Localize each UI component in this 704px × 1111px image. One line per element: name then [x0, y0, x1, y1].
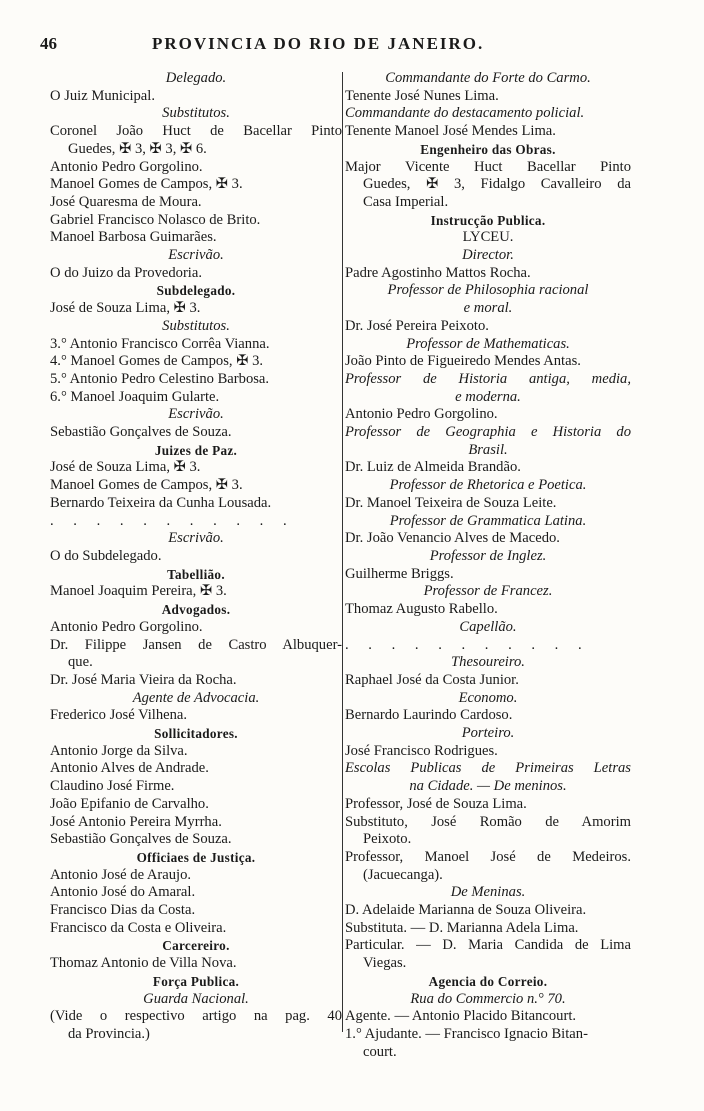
- text-line: José Francisco Rodrigues.: [345, 742, 498, 759]
- text-line: que.: [68, 654, 93, 671]
- text-line: Peixoto.: [363, 831, 412, 848]
- text-line: Professor de Mathematicas.: [406, 335, 570, 352]
- text-line: Rua do Commercio n.° 70.: [410, 990, 566, 1007]
- text-line: D. Adelaide Marianna de Souza Oliveira.: [345, 902, 587, 919]
- text-line: Thomaz Augusto Rabello.: [345, 601, 498, 618]
- text-line: Officiaes de Justiça.: [136, 849, 256, 865]
- text-line: 4.° Manoel Gomes de Campos, ✠ 3.: [50, 353, 264, 370]
- text-line: Bernardo Laurindo Cardoso.: [345, 707, 513, 724]
- text-line: Escrivão.: [168, 530, 224, 547]
- text-line: . . . . . . . . . . .: [50, 512, 295, 529]
- text-line: Carcereiro.: [162, 938, 230, 954]
- text-line: Dr. Filippe Jansen de Castro Albuquer-: [50, 636, 342, 653]
- text-line: Engenheiro das Obras.: [420, 141, 556, 157]
- text-line: Juizes de Paz.: [154, 442, 238, 458]
- text-line: Sebastião Gonçalves de Souza.: [50, 424, 232, 441]
- text-line: Antonio Pedro Gorgolino.: [50, 618, 203, 635]
- text-line: Guilherme Briggs.: [345, 565, 454, 582]
- text-line: Professor, José de Souza Lima.: [345, 795, 527, 812]
- text-line: Viegas.: [363, 955, 407, 972]
- text-line: Delegado.: [165, 70, 227, 86]
- text-line: Antonio Pedro Gorgolino.: [345, 406, 498, 423]
- text-line: Instrucção Publica.: [430, 212, 546, 228]
- text-line: da Provincia.): [68, 1025, 150, 1042]
- text-line: e moral.: [463, 300, 513, 317]
- text-line: Director.: [462, 247, 514, 264]
- text-line: Francisco Dias da Costa.: [50, 902, 196, 919]
- text-line: Professor, Manoel José de Medeiros.: [345, 848, 631, 865]
- column-divider: [342, 72, 343, 1032]
- text-line: Dr. José Maria Vieira da Rocha.: [50, 671, 237, 688]
- page-title: PROVINCIA DO RIO DE JANEIRO.: [152, 34, 485, 53]
- text-line: Manoel Gomes de Campos, ✠ 3.: [50, 176, 243, 193]
- text-line: Agente de Advocacia.: [132, 689, 260, 706]
- text-line: Professor de Historia antiga, media,: [345, 370, 631, 387]
- text-line: 5.° Antonio Pedro Celestino Barbosa.: [50, 370, 270, 387]
- text-line: Commandante do Forte do Carmo.: [385, 70, 591, 86]
- text-line: Dr. João Venancio Alves de Macedo.: [345, 530, 560, 547]
- text-line: O Juiz Municipal.: [50, 87, 155, 104]
- text-line: Gabriel Francisco Nolasco de Brito.: [50, 211, 261, 228]
- text-line: José de Souza Lima, ✠ 3.: [50, 459, 201, 476]
- text-line: Escrivão.: [168, 247, 224, 264]
- text-line: na Cidade. — De meninos.: [409, 778, 567, 795]
- text-line: Thesoureiro.: [451, 654, 525, 671]
- text-line: 3.° Antonio Francisco Corrêa Vianna.: [50, 335, 270, 352]
- text-line: Padre Agostinho Mattos Rocha.: [345, 264, 531, 281]
- text-line: O do Subdelegado.: [50, 547, 162, 564]
- text-line: 6.° Manoel Joaquim Gularte.: [50, 388, 220, 405]
- text-line: Economo.: [458, 689, 518, 706]
- text-line: Dr. Manoel Teixeira de Souza Leite.: [345, 494, 557, 511]
- text-line: José Antonio Pereira Myrrha.: [50, 813, 222, 830]
- text-line: e moderna.: [455, 388, 521, 405]
- text-line: (Jacuecanga).: [363, 866, 443, 883]
- text-line: Advogados.: [161, 602, 231, 618]
- text-line: (Vide o respectivo artigo na pag. 40: [50, 1008, 342, 1025]
- text-line: Força Publica.: [152, 973, 240, 989]
- text-line: De Meninas.: [450, 884, 526, 901]
- text-line: Agente. — Antonio Placido Bitancourt.: [345, 1008, 577, 1025]
- text-line: João Pinto de Figueiredo Mendes Antas.: [345, 353, 581, 370]
- text-line: Manoel Gomes de Campos, ✠ 3.: [50, 477, 243, 494]
- text-line: Agencia do Correio.: [428, 973, 548, 989]
- text-line: Professor de Rhetorica e Poetica.: [389, 477, 587, 494]
- left-column: [50, 70, 342, 1044]
- text-line: Claudino José Firme.: [50, 778, 175, 795]
- text-line: . . . . . . . . . . .: [345, 636, 590, 653]
- page-header: [40, 34, 540, 60]
- text-line: Guedes, ✠ 3, Fidalgo Cavalleiro da: [363, 176, 631, 193]
- text-line: Antonio Pedro Gorgolino.: [50, 158, 203, 175]
- text-line: Professor de Inglez.: [429, 547, 547, 564]
- text-line: Substituto, José Romão de Amorim: [345, 813, 631, 830]
- text-line: Escrivão.: [168, 406, 224, 423]
- text-line: Antonio José de Araujo.: [50, 866, 192, 883]
- text-line: Dr. Luiz de Almeida Brandão.: [345, 459, 521, 476]
- text-line: Guarda Nacional.: [143, 990, 249, 1007]
- text-line: LYCEU.: [462, 229, 514, 246]
- text-line: Porteiro.: [461, 725, 515, 742]
- text-line: Guedes, ✠ 3, ✠ 3, ✠ 6.: [68, 140, 207, 157]
- text-line: Tabellião.: [167, 566, 225, 582]
- text-line: court.: [363, 1043, 397, 1060]
- text-line: Major Vicente Huct Bacellar Pinto: [345, 158, 631, 175]
- text-line: Casa Imperial.: [363, 193, 449, 210]
- text-line: Manoel Joaquim Pereira, ✠ 3.: [50, 583, 227, 600]
- text-line: Dr. José Pereira Peixoto.: [345, 317, 489, 334]
- text-line: Professor de Geographia e Historia do: [345, 424, 631, 441]
- text-line: João Epifanio de Carvalho.: [50, 795, 209, 812]
- text-line: Tenente Manoel José Mendes Lima.: [345, 123, 556, 140]
- text-line: Brasil.: [468, 441, 508, 458]
- text-line: Substituta. — D. Marianna Adela Lima.: [345, 919, 579, 936]
- text-line: Professor de Philosophia racional: [387, 282, 589, 299]
- text-line: Capellão.: [459, 618, 517, 635]
- text-line: Frederico José Vilhena.: [50, 707, 188, 724]
- text-line: Thomaz Antonio de Villa Nova.: [50, 955, 237, 972]
- text-line: Raphael José da Costa Junior.: [345, 671, 519, 688]
- text-line: Coronel João Huct de Bacellar Pinto: [50, 123, 342, 140]
- text-line: José Quaresma de Moura.: [50, 193, 202, 210]
- text-line: O do Juizo da Provedoria.: [50, 264, 202, 281]
- text-line: Antonio José do Amaral.: [50, 884, 196, 901]
- text-line: Commandante do destacamento policial.: [345, 105, 585, 122]
- text-line: Substitutos.: [162, 105, 230, 122]
- text-line: Francisco da Costa e Oliveira.: [50, 919, 227, 936]
- text-line: Antonio Jorge da Silva.: [50, 742, 188, 759]
- text-line: Tenente José Nunes Lima.: [345, 87, 499, 104]
- text-line: Professor de Grammatica Latina.: [389, 512, 587, 529]
- text-line: Subdelegado.: [156, 283, 236, 299]
- page-number: 46: [40, 34, 57, 53]
- text-line: Particular. — D. Maria Candida de Lima: [345, 937, 631, 954]
- text-line: José de Souza Lima, ✠ 3.: [50, 300, 201, 317]
- text-line: Sollicitadores.: [154, 726, 238, 742]
- text-line: Sebastião Gonçalves de Souza.: [50, 831, 232, 848]
- text-line: Substitutos.: [162, 317, 230, 334]
- text-line: 1.° Ajudante. — Francisco Ignacio Bitan-: [345, 1025, 588, 1042]
- text-line: Antonio Alves de Andrade.: [50, 760, 209, 777]
- text-line: Manoel Barbosa Guimarães.: [50, 229, 217, 246]
- right-column: [345, 70, 631, 1061]
- text-line: Bernardo Teixeira da Cunha Lousada.: [50, 494, 272, 511]
- text-line: Professor de Francez.: [423, 583, 553, 600]
- text-line: Escolas Publicas de Primeiras Letras: [345, 760, 631, 777]
